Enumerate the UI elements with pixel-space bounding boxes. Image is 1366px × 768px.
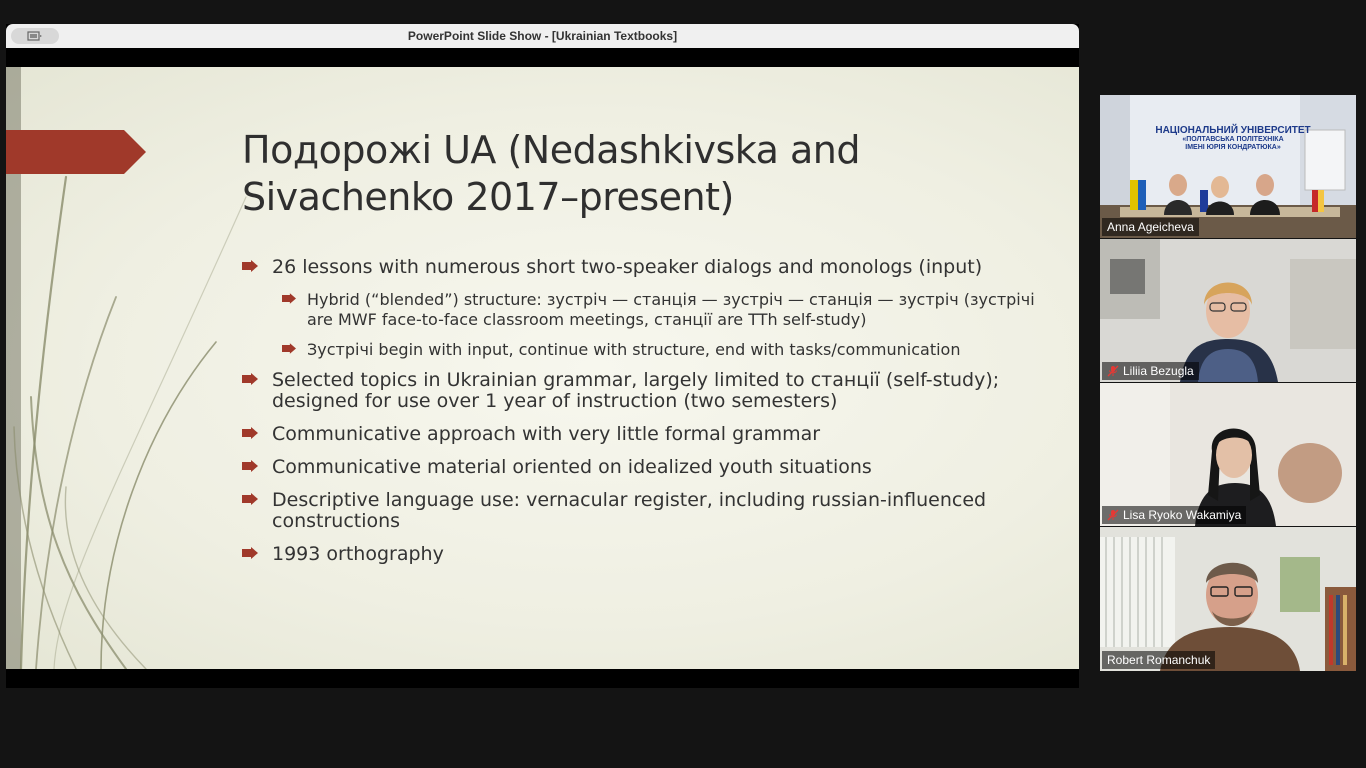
sub-bullet-item: Зустрічі begin with input, continue with structure, end with tasks/communication (242, 340, 1042, 360)
slide-bullet-list (242, 257, 1042, 577)
participant-video (1100, 95, 1356, 238)
bullet-item: 26 lessons with numerous short two-speaker dialogs and monologs (input) (242, 257, 1042, 278)
participant-name: Anna Ageicheva (1107, 220, 1194, 234)
title-accent-arrow (6, 130, 146, 174)
participant-name: Liliia Bezugla (1123, 364, 1194, 378)
sub-bullet-item: Hybrid (“blended”) structure: зустріч — станція — зустріч — станція — зустріч (зустрічі are MWF face-to-face classroom meetings, станції are TTh self-study) (242, 290, 1042, 330)
slide-title (242, 127, 1022, 221)
screen-view-icon (27, 31, 43, 41)
participant-tile[interactable] (1100, 383, 1356, 526)
participant-name-tag (1102, 362, 1199, 380)
arrow-bullet-icon (242, 547, 258, 559)
mic-muted-icon (1107, 365, 1119, 377)
shared-screen-window (6, 24, 1079, 688)
participant-name-tag (1102, 651, 1215, 669)
arrow-bullet-icon (282, 343, 296, 354)
participant-name: Robert Romanchuk (1107, 653, 1211, 667)
bullet-item: Communicative approach with very little formal grammar (242, 424, 1042, 445)
arrow-bullet-icon (242, 373, 258, 385)
arrow-bullet-icon (242, 460, 258, 472)
mic-muted-icon (1107, 509, 1119, 521)
participant-video (1100, 383, 1356, 526)
participant-video (1100, 239, 1356, 382)
participant-tile-active-speaker[interactable] (1100, 527, 1356, 671)
room-sign: НАЦІОНАЛЬНИЙ УНІВЕРСИТЕТ «ПОЛТАВСЬКА ПОЛІТЕХНІКА ІМЕНІ ЮРІЯ КОНДРАТЮКА» (1155, 125, 1311, 151)
bullet-item: Communicative material oriented on idealized youth situations (242, 457, 1042, 478)
participant-name: Lisa Ryoko Wakamiya (1123, 508, 1242, 522)
participant-name-tag (1102, 506, 1246, 524)
window-titlebar (6, 24, 1079, 48)
arrow-bullet-icon (282, 293, 296, 304)
participant-tile[interactable] (1100, 95, 1356, 238)
arrow-bullet-icon (242, 493, 258, 505)
slide-title-line2: Sivachenko 2017–present) (242, 175, 734, 219)
participant-name-tag (1102, 218, 1199, 236)
participant-video (1100, 527, 1356, 671)
view-options-button[interactable] (11, 28, 59, 44)
bullet-item: Descriptive language use: vernacular register, including russian-influenced constructions (242, 490, 1042, 532)
arrow-bullet-icon (242, 427, 258, 439)
slide (6, 67, 1079, 669)
slide-title-line1: Подорожі UA (Nedashkivska and (242, 128, 860, 172)
participant-tile[interactable] (1100, 239, 1356, 382)
bullet-item: 1993 orthography (242, 544, 1042, 565)
bullet-item: Selected topics in Ukrainian grammar, largely limited to станції (self-study); designed for use over 1 year of instruction (two semesters) (242, 370, 1042, 412)
window-title: PowerPoint Slide Show - [Ukrainian Textbooks] (407, 29, 678, 43)
arrow-bullet-icon (242, 260, 258, 272)
slide-show-area (6, 48, 1079, 688)
